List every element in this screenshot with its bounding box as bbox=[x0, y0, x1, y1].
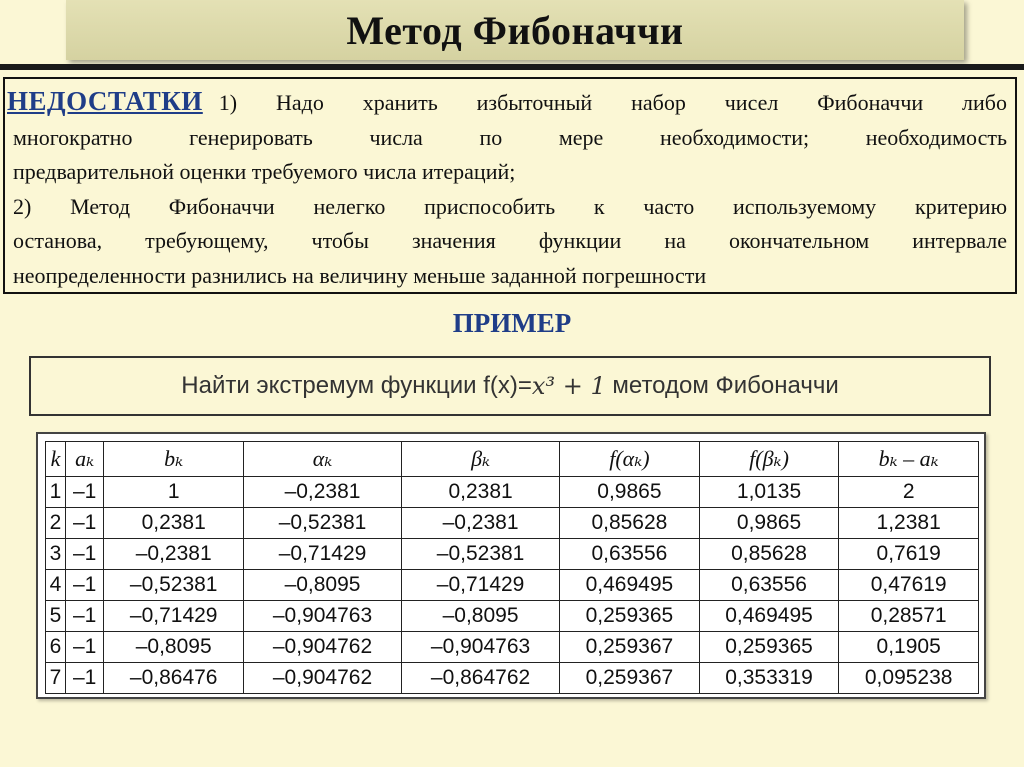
table-cell: –1 bbox=[65, 477, 103, 508]
table-cell: –0,2381 bbox=[104, 539, 244, 570]
column-header: βₖ bbox=[402, 442, 560, 477]
table-cell: –1 bbox=[65, 539, 103, 570]
fibonacci-iterations-table bbox=[45, 441, 979, 694]
table-cell: 0,85628 bbox=[560, 508, 700, 539]
table-row bbox=[46, 477, 979, 508]
drawbacks-text-1: 1) Надо хранить избыточный набор чисел Фибоначчи либо bbox=[218, 90, 1007, 115]
table-cell: 0,353319 bbox=[699, 663, 839, 694]
table-cell: 0,2381 bbox=[402, 477, 560, 508]
table-cell: 3 bbox=[46, 539, 66, 570]
table-cell: 2 bbox=[46, 508, 66, 539]
table-cell: 0,469495 bbox=[560, 570, 700, 601]
task-formula: x³ + 1 bbox=[531, 372, 606, 400]
drawbacks-line-3: предварительной оценки требуемого числа итераций; bbox=[13, 159, 516, 184]
example-heading: ПРИМЕР bbox=[452, 308, 572, 338]
task-prefix: Найти экстремум функции f(x)= bbox=[181, 372, 532, 399]
page-title: Метод Фибоначчи bbox=[346, 7, 684, 53]
table-cell: 4 bbox=[46, 570, 66, 601]
table-cell: 0,63556 bbox=[560, 539, 700, 570]
column-header: k bbox=[46, 442, 66, 477]
table-cell: –1 bbox=[65, 508, 103, 539]
table-cell: 1,2381 bbox=[839, 508, 979, 539]
title-divider bbox=[0, 64, 1024, 70]
table-cell: 1 bbox=[104, 477, 244, 508]
column-header: f(βₖ) bbox=[699, 442, 839, 477]
drawbacks-line-2: многократно генерировать числа по мере необходимости; необходимость bbox=[13, 124, 1007, 150]
table-cell: –0,2381 bbox=[244, 477, 402, 508]
table-cell: –0,86476 bbox=[104, 663, 244, 694]
table-cell: –0,904762 bbox=[244, 663, 402, 694]
task-suffix: методом Фибоначчи bbox=[605, 372, 839, 399]
table-cell: –0,52381 bbox=[402, 539, 560, 570]
drawbacks-heading: НЕДОСТАТКИ bbox=[7, 86, 203, 116]
table-cell: –0,8095 bbox=[402, 601, 560, 632]
table-cell: 0,469495 bbox=[699, 601, 839, 632]
table-cell: 0,28571 bbox=[839, 601, 979, 632]
column-header: aₖ bbox=[65, 442, 103, 477]
table-cell: –1 bbox=[65, 632, 103, 663]
table-cell: 0,9865 bbox=[699, 508, 839, 539]
table-row bbox=[46, 601, 979, 632]
table-cell: 0,259365 bbox=[699, 632, 839, 663]
table-cell: –0,904763 bbox=[402, 632, 560, 663]
table-cell: –0,2381 bbox=[402, 508, 560, 539]
column-header: f(αₖ) bbox=[560, 442, 700, 477]
table-cell: 0,259367 bbox=[560, 663, 700, 694]
table-cell: –1 bbox=[65, 601, 103, 632]
fibonacci-table-frame bbox=[36, 432, 986, 699]
table-cell: –0,52381 bbox=[244, 508, 402, 539]
task-box bbox=[29, 356, 991, 416]
table-cell: 0,259365 bbox=[560, 601, 700, 632]
table-cell: 2 bbox=[839, 477, 979, 508]
table-row bbox=[46, 632, 979, 663]
table-cell: 0,1905 bbox=[839, 632, 979, 663]
table-cell: –0,71429 bbox=[244, 539, 402, 570]
table-cell: 7 bbox=[46, 663, 66, 694]
table-cell: –0,8095 bbox=[244, 570, 402, 601]
table-row bbox=[46, 539, 979, 570]
table-cell: –0,864762 bbox=[402, 663, 560, 694]
table-row bbox=[46, 570, 979, 601]
table-cell: 0,85628 bbox=[699, 539, 839, 570]
table-cell: –0,71429 bbox=[402, 570, 560, 601]
table-cell: 0,259367 bbox=[560, 632, 700, 663]
table-cell: 0,63556 bbox=[699, 570, 839, 601]
drawbacks-line-1 bbox=[7, 84, 1007, 121]
table-body bbox=[46, 477, 979, 694]
table-cell: –0,904762 bbox=[244, 632, 402, 663]
drawbacks-line-4: 2) Метод Фибоначчи нелегко приспособить к часто используемому критерию bbox=[13, 193, 1007, 219]
table-cell: 0,2381 bbox=[104, 508, 244, 539]
table-cell: 0,9865 bbox=[560, 477, 700, 508]
table-cell: –1 bbox=[65, 570, 103, 601]
title-bar bbox=[66, 0, 964, 60]
table-cell: 0,095238 bbox=[839, 663, 979, 694]
drawbacks-line-5: останова, требующему, чтобы значения функции на окончательном интервале bbox=[13, 228, 1007, 253]
table-cell: –0,71429 bbox=[104, 601, 244, 632]
table-header-row bbox=[46, 442, 979, 477]
column-header: bₖ bbox=[104, 442, 244, 477]
table-cell: –0,8095 bbox=[104, 632, 244, 663]
column-header: αₖ bbox=[244, 442, 402, 477]
table-cell: –0,52381 bbox=[104, 570, 244, 601]
table-cell: 0,47619 bbox=[839, 570, 979, 601]
drawbacks-box bbox=[3, 77, 1017, 294]
column-header: bₖ – aₖ bbox=[839, 442, 979, 477]
table-cell: 5 bbox=[46, 601, 66, 632]
table-row bbox=[46, 663, 979, 694]
table-cell: 1,0135 bbox=[699, 477, 839, 508]
table-cell: 0,7619 bbox=[839, 539, 979, 570]
table-cell: –0,904763 bbox=[244, 601, 402, 632]
table-cell: 6 bbox=[46, 632, 66, 663]
drawbacks-line-6: неопределенности разнились на величину меньше заданной погрешности bbox=[13, 262, 707, 288]
table-cell: 1 bbox=[46, 477, 66, 508]
table-cell: –1 bbox=[65, 663, 103, 694]
table-row bbox=[46, 508, 979, 539]
